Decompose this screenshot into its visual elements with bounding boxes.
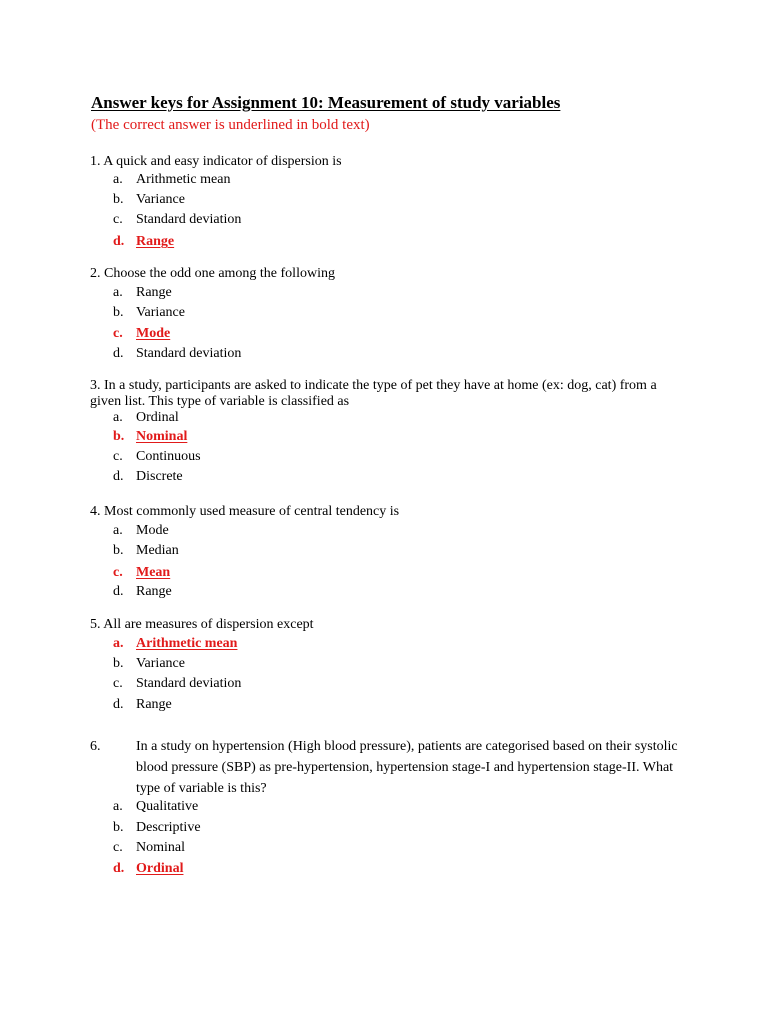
option-text: Discrete bbox=[136, 469, 183, 484]
question-1 bbox=[90, 154, 342, 170]
option-letter: b. bbox=[113, 305, 124, 320]
correct-answer-text: Mean bbox=[136, 565, 171, 580]
option-text: Range bbox=[136, 285, 172, 300]
option-letter: b. bbox=[113, 656, 124, 671]
option-letter: a. bbox=[113, 285, 123, 300]
option-text: Ordinal bbox=[136, 410, 179, 425]
option-1c bbox=[113, 212, 241, 228]
option-letter: b. bbox=[113, 192, 124, 207]
option-letter: a. bbox=[113, 172, 123, 187]
option-text: Variance bbox=[136, 192, 185, 207]
option-4c-correct bbox=[113, 565, 170, 581]
option-letter: d. bbox=[113, 861, 125, 876]
question-6 bbox=[90, 736, 680, 799]
question-number: 1. bbox=[90, 154, 101, 169]
option-letter: d. bbox=[113, 469, 124, 484]
option-text: Range bbox=[136, 697, 172, 712]
option-4b bbox=[113, 543, 179, 559]
correct-answer-text: Range bbox=[136, 234, 175, 249]
option-letter: d. bbox=[113, 234, 125, 249]
option-text: Qualitative bbox=[136, 799, 199, 814]
option-6b bbox=[113, 820, 201, 836]
question-3 bbox=[90, 378, 680, 410]
option-2b bbox=[113, 305, 185, 321]
question-number: 4. bbox=[90, 504, 101, 519]
question-text: All are measures of dispersion except bbox=[103, 617, 314, 632]
option-6a bbox=[113, 799, 198, 815]
correct-answer-text: Ordinal bbox=[136, 861, 184, 876]
question-text: In a study on hypertension (High blood pressure), patients are categorised based on their systolic blood pressure (SBP) as pre-hypertension, hypertension stage-I and hypertension stage-II. What type of variable is this? bbox=[136, 739, 678, 796]
option-3b-correct bbox=[113, 429, 187, 445]
option-letter: c. bbox=[113, 449, 123, 464]
option-6c bbox=[113, 840, 185, 856]
question-4 bbox=[90, 504, 399, 520]
option-letter: a. bbox=[113, 799, 123, 814]
option-letter: a. bbox=[113, 523, 123, 538]
correct-answer-text: Arithmetic mean bbox=[136, 636, 238, 651]
option-letter: c. bbox=[113, 840, 123, 855]
option-5c bbox=[113, 676, 241, 692]
question-5 bbox=[90, 617, 314, 633]
option-5b bbox=[113, 656, 185, 672]
option-letter: a. bbox=[113, 410, 123, 425]
question-number: 3. bbox=[90, 378, 101, 393]
question-text: In a study, participants are asked to indicate the type of pet they have at home (ex: dog, cat) from a given list. This type of variable is classified as bbox=[90, 378, 657, 409]
option-text: Variance bbox=[136, 305, 185, 320]
question-2 bbox=[90, 266, 335, 282]
option-letter: d. bbox=[113, 697, 124, 712]
option-text: Continuous bbox=[136, 449, 201, 464]
option-letter: c. bbox=[113, 676, 123, 691]
option-5a-correct bbox=[113, 636, 237, 652]
option-4a bbox=[113, 523, 169, 539]
option-text: Variance bbox=[136, 656, 185, 671]
option-text: Descriptive bbox=[136, 820, 201, 835]
option-5d bbox=[113, 697, 172, 713]
question-text: Choose the odd one among the following bbox=[104, 266, 335, 281]
option-letter: d. bbox=[113, 584, 124, 599]
option-text: Mode bbox=[136, 523, 169, 538]
correct-answer-text: Nominal bbox=[136, 429, 188, 444]
option-3d bbox=[113, 469, 183, 485]
option-text: Median bbox=[136, 543, 179, 558]
question-number: 5. bbox=[90, 617, 101, 632]
question-text: A quick and easy indicator of dispersion is bbox=[103, 154, 342, 169]
option-letter: a. bbox=[113, 636, 124, 651]
option-1a bbox=[113, 172, 230, 188]
option-6d-correct bbox=[113, 861, 183, 877]
option-letter: b. bbox=[113, 820, 124, 835]
option-text: Standard deviation bbox=[136, 212, 242, 227]
option-letter: d. bbox=[113, 346, 124, 361]
option-text: Range bbox=[136, 584, 172, 599]
option-3a bbox=[113, 410, 179, 426]
question-text: Most commonly used measure of central tendency is bbox=[104, 504, 400, 519]
document-title: Answer keys for Assignment 10: Measurement of study variables bbox=[91, 93, 561, 112]
option-text: Standard deviation bbox=[136, 676, 242, 691]
option-2c-correct bbox=[113, 326, 170, 342]
question-number: 2. bbox=[90, 266, 101, 281]
option-2d bbox=[113, 346, 241, 362]
answer-key-note: (The correct answer is underlined in bold text) bbox=[91, 117, 370, 133]
option-4d bbox=[113, 584, 172, 600]
option-letter: b. bbox=[113, 429, 125, 444]
option-text: Nominal bbox=[136, 840, 185, 855]
correct-answer-text: Mode bbox=[136, 326, 171, 341]
option-3c bbox=[113, 449, 201, 465]
option-text: Standard deviation bbox=[136, 346, 242, 361]
option-letter: c. bbox=[113, 212, 123, 227]
option-1b bbox=[113, 192, 185, 208]
option-letter: c. bbox=[113, 326, 123, 341]
option-2a bbox=[113, 285, 172, 301]
question-number: 6. bbox=[90, 739, 101, 754]
option-text: Arithmetic mean bbox=[136, 172, 231, 187]
option-1d-correct bbox=[113, 234, 174, 250]
option-letter: b. bbox=[113, 543, 124, 558]
option-letter: c. bbox=[113, 565, 123, 580]
